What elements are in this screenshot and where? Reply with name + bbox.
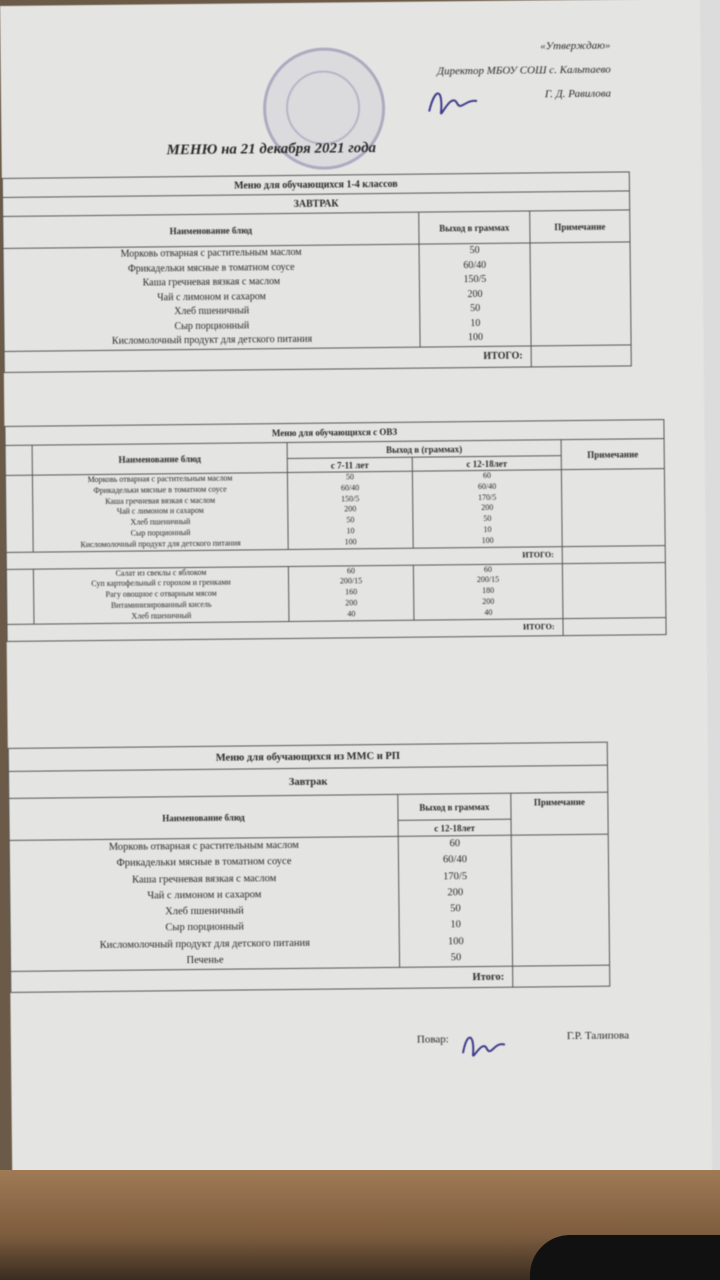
yield-list (398, 835, 512, 967)
dish-yield: 170/5 (443, 870, 468, 882)
dish-yield: 60/40 (463, 259, 487, 271)
col-header-name: Наименование блюд (32, 443, 287, 476)
dish-name: Витаминизированный кисель (110, 599, 212, 610)
dish-name: Сыр порционный (130, 528, 191, 538)
menu-table-grades-1-4 (2, 171, 632, 372)
yield-list (419, 243, 531, 347)
dish-name: Рагу овощное с отварным мясом (105, 588, 217, 600)
age-group-7-11: с 7-11 лет (287, 457, 412, 472)
dish-name: Морковь отварная с растительным маслом (120, 246, 302, 260)
dish-name: Морковь отварная с растительным маслом (87, 473, 233, 485)
dish-yield: 60/40 (477, 481, 497, 491)
dish-yield: 200 (482, 596, 495, 606)
dish-yield: 40 (484, 607, 493, 617)
cook-name: Г.Р. Талипова (566, 1029, 630, 1043)
dish-name: Хлеб пшеничный (174, 305, 250, 318)
dish-yield: 10 (346, 526, 355, 536)
dish-yield: 200 (467, 288, 483, 300)
dish-list (32, 473, 288, 552)
dish-yield: 160 (345, 587, 358, 597)
table-caption: Меню для обучающихся 1-4 классов (2, 172, 629, 198)
total-label: ИТОГО: (4, 345, 531, 372)
dish-name: Кисломолочный продукт для детского питания (111, 333, 313, 347)
dish-yield: 50 (345, 472, 354, 482)
dish-yield: 60 (482, 470, 491, 480)
dish-yield: 60 (449, 838, 461, 850)
approval-block (360, 40, 611, 115)
col-header-yield: Выход в граммах (419, 211, 530, 244)
dish-list (33, 566, 289, 624)
dish-yield: 10 (470, 317, 481, 329)
dish-yield: 50 (450, 903, 461, 915)
dish-yield: 200/15 (476, 575, 500, 585)
dish-name: Каша гречневая вязкая с маслом (105, 495, 216, 506)
page-title: МЕНЮ на 21 декабря 2021 года (166, 140, 377, 159)
age-group-12-18: с 12-18лет (398, 819, 511, 836)
dish-yield: 60 (346, 565, 355, 575)
dish-yield: 50 (470, 302, 481, 315)
dish-name: Хлеб пшеничный (131, 610, 192, 621)
dish-yield: 200 (344, 504, 357, 514)
dish-yield: 100 (481, 535, 494, 545)
dish-name: Фрикадельки мясные в томатном соусе (93, 484, 227, 495)
dish-name: Сыр порционный (174, 319, 250, 332)
dish-yield: 50 (469, 244, 480, 257)
dish-yield: 200/15 (339, 576, 363, 586)
approval-line-1: «Утверждаю» (540, 39, 611, 53)
dish-yield: 200 (345, 598, 358, 608)
yield-list-7-11 (288, 565, 414, 621)
col-header-note: Примечание (561, 439, 664, 470)
dish-yield: 40 (347, 609, 356, 619)
dish-name: Морковь отварная с растительным маслом (108, 839, 299, 853)
cook-signature (459, 1029, 509, 1064)
yield-list-12-18 (413, 563, 563, 620)
note-cell (511, 834, 609, 966)
dish-yield: 100 (344, 537, 357, 547)
dish-name: Кисломолочный продукт для детского питания (80, 538, 241, 549)
note-cell (562, 562, 666, 618)
dish-name: Чай с лимоном и сахаром (116, 506, 204, 517)
note-cell (561, 469, 665, 547)
dish-name: Сыр порционный (165, 921, 244, 934)
dish-name: Каша гречневая вязкая с маслом (142, 276, 281, 289)
menu-table-ovz (4, 419, 666, 641)
dish-name: Салат из свеклы с яблоком (115, 567, 207, 578)
note-cell (530, 242, 631, 346)
col-header-note: Примечание (530, 210, 630, 243)
menu-table-mms-rp (8, 742, 611, 993)
dish-yield: 180 (482, 586, 495, 596)
total-note-cell (531, 344, 631, 366)
dish-yield: 100 (447, 935, 464, 947)
dish-yield: 50 (346, 515, 355, 525)
dark-object (530, 1235, 720, 1280)
dish-name: Кисломолочный продукт для детского питания (99, 937, 310, 951)
dish-yield: 10 (483, 524, 492, 534)
dish-yield: 200 (481, 503, 494, 513)
dish-yield: 150/5 (341, 493, 360, 504)
col-header-name: Наименование блюд (3, 212, 419, 248)
dish-yield: 100 (467, 331, 484, 344)
approval-line-3: Г. Д. Равилова (544, 87, 612, 101)
dish-name: Суп картофельный с горохом и гренками (91, 577, 231, 589)
table-caption: Меню для обучающихся из ММС и РП (8, 742, 607, 771)
dish-name: Хлеб пшеничный (165, 905, 244, 918)
total-label: Итого: (11, 966, 513, 992)
dish-yield: 200 (447, 886, 464, 899)
yield-list-12-18 (412, 470, 562, 548)
director-signature (421, 81, 481, 128)
dish-yield: 50 (483, 514, 492, 524)
dish-yield: 60/40 (340, 483, 360, 493)
col-header-yield: Выход в граммах (398, 793, 511, 820)
age-group-12-18: с 12-18лет (412, 456, 561, 472)
dish-yield: 10 (450, 919, 461, 931)
dish-name: Фрикадельки мясные в томатном соусе (116, 856, 292, 870)
dish-list (9, 836, 399, 971)
meal-label: Завтрак (9, 765, 608, 798)
total-label: ИТОГО: (7, 618, 563, 641)
dish-yield: 60 (483, 564, 492, 574)
dish-yield: 50 (450, 952, 462, 964)
dish-name: Фрикадельки мясные в томатном соусе (127, 261, 295, 275)
col-header-yield: Выход в (граммах) (287, 440, 561, 459)
dish-name: Каша гречневая вязкая с маслом (131, 872, 277, 886)
dish-yield: 60/40 (442, 854, 467, 866)
col-header-name: Наименование блюд (9, 794, 398, 840)
dish-name: Хлеб пшеничный (130, 517, 191, 527)
dish-yield: 150/5 (463, 273, 487, 286)
col-header-note: Примечание (511, 792, 608, 835)
dish-list (3, 244, 420, 351)
dish-yield: 170/5 (477, 492, 497, 502)
cook-label: Повар: (416, 1033, 449, 1046)
approval-line-2: Директор МБОУ СОШ с. Кальтаево (437, 63, 611, 78)
dish-name: Чай с лимоном и сахаром (157, 290, 266, 303)
dish-name: Печенье (186, 954, 224, 966)
yield-list-7-11 (287, 471, 413, 549)
table-caption: Меню для обучающихся с ОВЗ (5, 420, 664, 446)
total-label: ИТОГО: (6, 546, 562, 569)
dish-name: Чай с лимоном и сахаром (147, 889, 262, 902)
meal-label: ЗАВТРАК (3, 191, 630, 217)
